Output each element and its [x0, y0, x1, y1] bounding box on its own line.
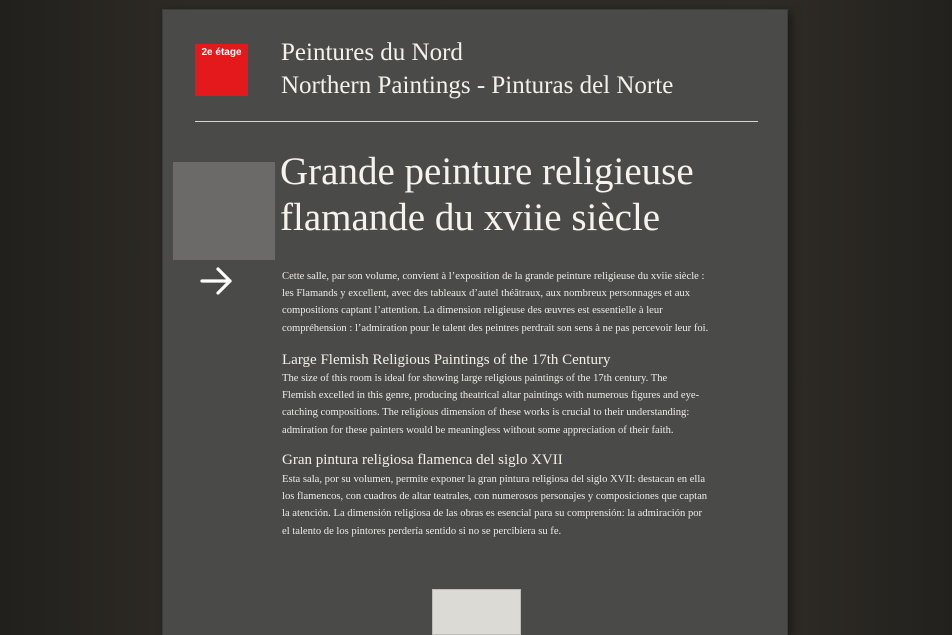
french-text — [282, 268, 782, 337]
text-line: la atención. La dimensión religiosa de las obras es esencial para su comprensión: la admiración por — [282, 508, 703, 520]
section-name-french: Peintures du Nord — [281, 39, 463, 66]
arrow-right-icon — [199, 261, 235, 301]
text-line: Cette salle, par son volume, convient à l’exposition de la grande peinture religieuse du xviie siècle : — [282, 271, 705, 282]
text-line: The size of this room is ideal for showing large religious paintings of the 17th century. The — [282, 373, 668, 384]
spanish-text — [282, 471, 782, 540]
information-panel — [163, 10, 787, 635]
text-line: el talento de los pintores perdería sentido si no se percibiera su fe. — [282, 525, 562, 537]
panel-stand — [432, 589, 521, 635]
section-name-translations: Northern Paintings - Pinturas del Norte — [281, 72, 674, 99]
header-divider — [195, 121, 758, 122]
text-line: catching compositions. The religious dimension of these works is crucial to their understanding: — [282, 407, 690, 419]
floor-badge: 2e étage — [195, 44, 248, 96]
text-line: admiration for these painters would be meaningless without some appreciation of their faith. — [282, 424, 674, 436]
text-line: Esta sala, por su volumen, permite exponer la gran pintura religiosa del siglo XVII: destacan en ella — [282, 474, 706, 485]
text-line: compositions captant l’attention. La dimension religieuse des œuvres est essentielle à leur — [282, 305, 663, 317]
english-text — [282, 370, 782, 439]
text-line: Flemish excelled in this genre, producing theatrical altar paintings with numerous figures and eye- — [282, 390, 700, 402]
text-line: les Flamands y excellent, avec des tableaux d’autel théâtraux, aux nombreux personnages et aux — [282, 288, 691, 300]
text-line: compréhension : l’admiration pour le talent des peintres perdrait son sens à ne pas percevoir leur foi. — [282, 322, 709, 334]
spanish-heading: Gran pintura religiosa flamenca del siglo XVII — [282, 452, 563, 468]
text-line: los flamencos, con cuadros de altar teatrales, con numerosos personajes y composiciones que captan — [282, 491, 708, 503]
room-title-line-1: Grande peinture religieuse — [280, 150, 694, 193]
english-heading: Large Flemish Religious Paintings of the 17th Century — [282, 352, 611, 368]
placeholder-image — [173, 162, 275, 260]
room-title-line-2: flamande du xviie siècle — [280, 196, 661, 239]
